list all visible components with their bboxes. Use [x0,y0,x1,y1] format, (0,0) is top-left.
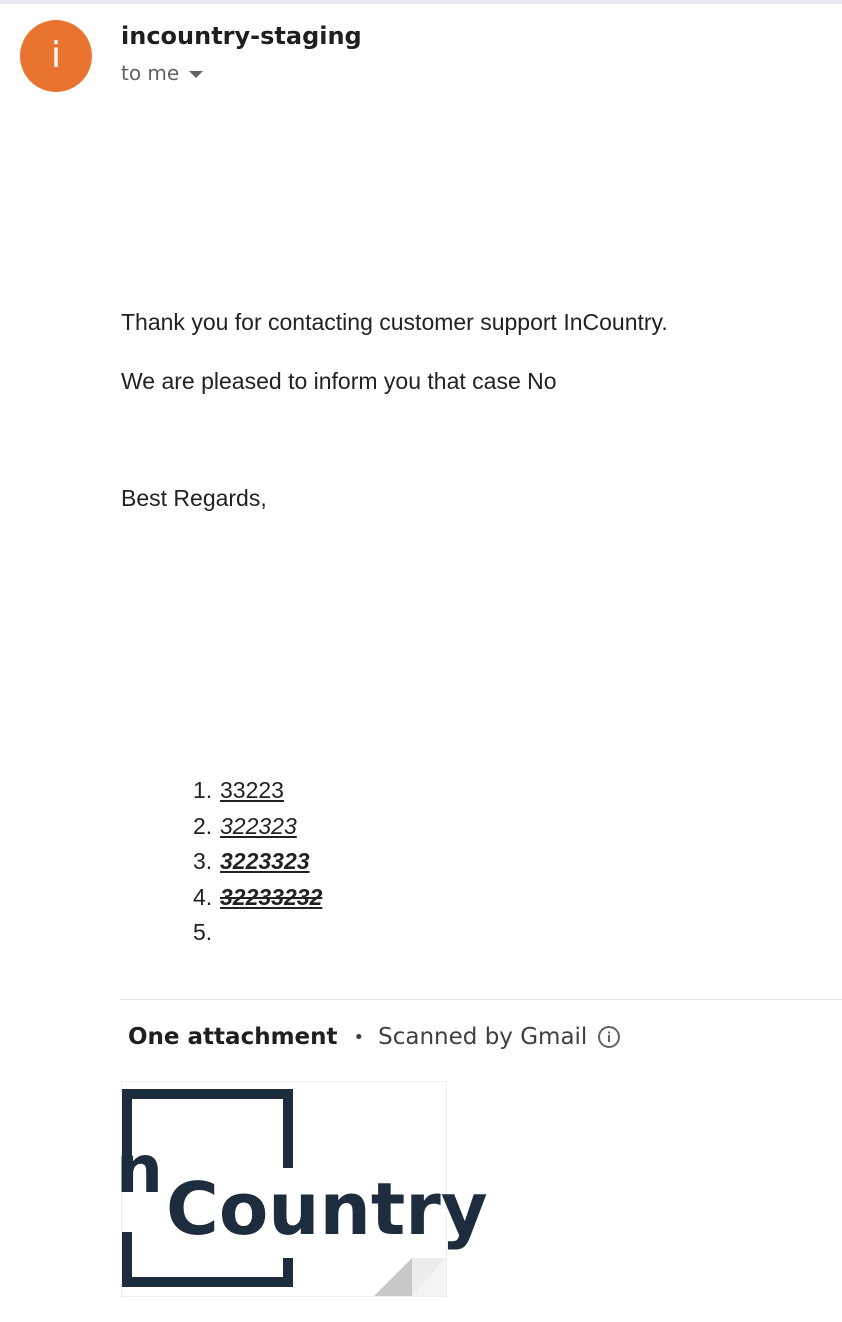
recipient-label: to me [121,61,180,85]
case-link[interactable]: 32233232 [220,883,323,910]
caret-down-icon[interactable] [189,71,203,78]
list-number: 5. [193,919,213,945]
attachment-thumbnail[interactable] [116,1081,488,1297]
sender-name[interactable]: incountry-staging [121,22,362,50]
body-line-thanks: Thank you for contacting customer support InCountry. [121,309,668,335]
list-item [193,773,322,809]
attachments-title: One attachment [128,1024,338,1050]
avatar-letter: i [50,35,61,76]
list-item [193,915,322,951]
page-curl-icon [374,1258,412,1296]
logo-cropped-letter: n [116,1131,163,1208]
scanned-label: Scanned by Gmail [378,1024,588,1050]
top-border [0,0,842,4]
list-number: 4. [193,883,213,910]
case-number-list [193,773,322,951]
divider [121,999,842,1000]
list-number: 1. [193,777,213,803]
logo-wordmark: Country [166,1167,488,1251]
case-link[interactable]: 3223323 [220,848,310,874]
list-item [193,844,322,880]
separator-dot: • [353,1026,365,1048]
list-number: 3. [193,848,213,874]
body-line-case: We are pleased to inform you that case No [121,368,557,394]
list-item [193,809,322,845]
info-icon[interactable] [597,1025,621,1049]
attachments-header [128,1024,621,1050]
recipient-dropdown[interactable] [121,61,203,85]
list-number: 2. [193,812,213,839]
incountry-logo-image [116,1082,488,1296]
sender-avatar[interactable] [20,20,92,92]
case-link[interactable]: 322323 [220,812,297,839]
body-closing: Best Regards, [121,485,267,511]
case-link[interactable]: 33223 [220,777,284,803]
list-item [193,880,322,916]
